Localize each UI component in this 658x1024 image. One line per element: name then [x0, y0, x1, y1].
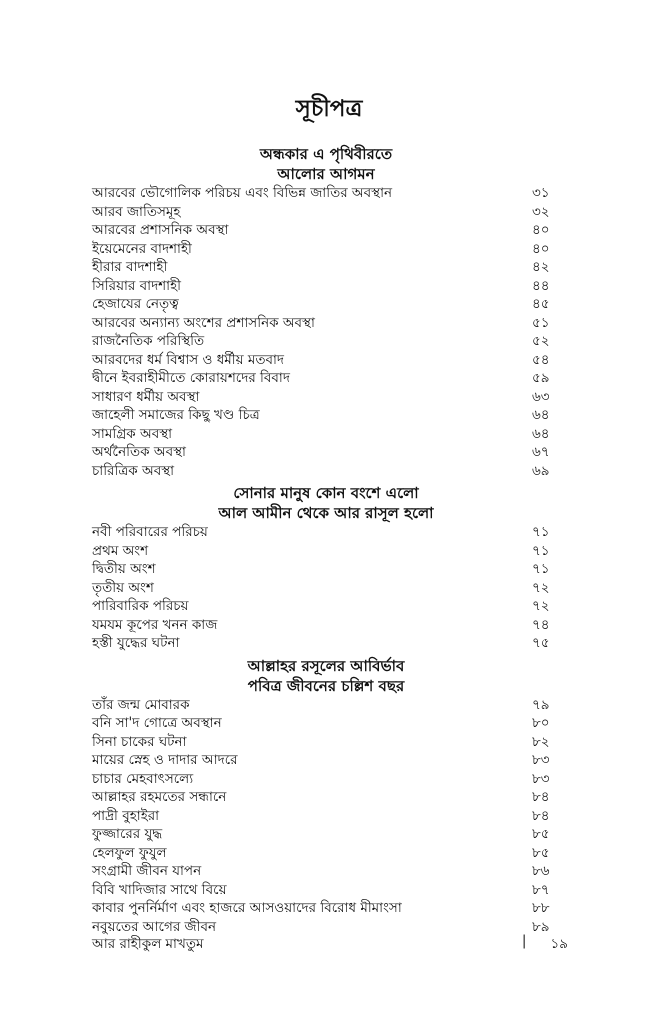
toc-entry [92, 406, 560, 425]
section-heading: অন্ধকার এ পৃথিবীরতে [259, 145, 393, 163]
table-of-contents [92, 144, 560, 936]
toc-entry [92, 542, 560, 561]
toc-entry [92, 714, 560, 733]
toc-entry-page: ৮৫ [532, 844, 550, 861]
toc-entry-page: ৮৯ [532, 918, 550, 935]
toc-entry [92, 634, 560, 653]
toc-section [92, 144, 560, 480]
toc-entry [92, 314, 560, 333]
toc-entry [92, 443, 560, 462]
toc-entry-page: ৫৪ [532, 351, 550, 368]
toc-entry-title: ইয়েমেনের বাদশাহী [92, 240, 192, 257]
toc-entry [92, 788, 560, 807]
toc-entry-title: সিরিয়ার বাদশাহী [92, 277, 182, 294]
toc-entry [92, 388, 560, 407]
toc-entry-title: আল্লাহর রহমতের সন্ধানে [92, 789, 227, 805]
toc-entry-title: আরবের ভৌগোলিক পরিচয় এবং বিভিন্ন জাতির অবস্থান [92, 185, 393, 201]
toc-entry-title: তৃতীয় অংশ [92, 579, 154, 596]
toc-entry-page: ৬৩ [532, 388, 550, 405]
toc-entry-title: পাদ্রী বুহাইরা [92, 807, 160, 824]
toc-entry [92, 369, 560, 388]
toc-entry [92, 862, 560, 881]
toc-entry-title: প্রথম অংশ [92, 542, 149, 559]
toc-entry [92, 751, 560, 770]
toc-entry-title: আরব জাতিসমূহ [92, 203, 181, 220]
toc-entry-page: ৪০ [532, 240, 550, 257]
toc-section [92, 483, 560, 653]
toc-entry [92, 881, 560, 900]
toc-entry [92, 844, 560, 863]
toc-entry-page: ৮৮ [532, 900, 550, 916]
toc-entry-title: আরবদের ধর্ম বিশ্বাস ও ধর্মীয় মতবাদ [92, 351, 285, 368]
toc-entry-title: হস্তী যুদ্ধের ঘটনা [92, 635, 180, 651]
toc-entry [92, 277, 560, 296]
toc-entry-page: ৭৪ [532, 616, 550, 633]
toc-entry [92, 184, 560, 203]
page-title: সূচীপত্র [295, 95, 363, 122]
toc-entry [92, 770, 560, 789]
page-footer [92, 933, 568, 956]
toc-entry-title: তাঁর জন্ম মোবারক [92, 696, 190, 713]
toc-entry [92, 825, 560, 844]
toc-entry [92, 258, 560, 277]
toc-entry [92, 351, 560, 370]
toc-entry-title: নবী পরিবারের পরিচয় [92, 524, 208, 540]
toc-entry [92, 696, 560, 715]
toc-entry [92, 560, 560, 579]
toc-entry-page: ৬৭ [532, 444, 550, 460]
toc-entry-title: অর্থনৈতিক অবস্থা [92, 444, 186, 460]
footer-separator: | [521, 933, 527, 949]
toc-entry-page: ৮৩ [532, 770, 550, 787]
toc-entry-title: চারিত্রিক অবস্থা [92, 462, 175, 479]
toc-entry-title: আরবের প্রশাসনিক অবস্থা [92, 222, 229, 238]
toc-entry-title: সিনা চাকের ঘটনা [92, 733, 187, 750]
toc-entry [92, 899, 560, 918]
toc-entry-page: ৭২ [532, 598, 550, 614]
toc-entry-page: ৮৭ [532, 881, 550, 898]
toc-entry-title: দ্বিতীয় অংশ [92, 561, 156, 577]
toc-entry-page: ৫৯ [532, 370, 550, 386]
toc-entry-title: রাজনৈতিক পরিস্থিতি [92, 333, 205, 349]
toc-entry-page: ৬৯ [532, 462, 550, 479]
toc-entry [92, 462, 560, 481]
toc-entry-page: ৭১ [532, 542, 550, 559]
toc-entry-page: ৬৪ [532, 425, 550, 442]
toc-entry-page: ৬৪ [532, 407, 550, 423]
toc-entry [92, 332, 560, 351]
section-heading: আল আমীন থেকে আর রাসূল হলো [218, 504, 434, 522]
toc-entry-title: বনি সা'দ গোত্রে অবস্থান [92, 715, 222, 731]
toc-entry [92, 425, 560, 444]
toc-entry-title: দ্বীনে ইবরাহীমীতে কোরায়শদের বিবাদ [92, 370, 290, 386]
section-heading: পবিত্র জীবনের চল্লিশ বছর [247, 676, 405, 695]
toc-entry-page: ৮২ [532, 733, 550, 750]
toc-entry-page: ৮০ [532, 715, 550, 731]
toc-entry [92, 203, 560, 222]
section-heading: আল্লাহর রসূলের আবির্ভাব [247, 656, 405, 675]
toc-entry-page: ৮৫ [532, 826, 550, 842]
toc-entry-page: ৫১ [532, 314, 550, 331]
toc-entry-title: নবুয়তের আগের জীবন [92, 918, 217, 935]
toc-entry-page: ৮৪ [532, 807, 550, 824]
toc-entry-page: ৪২ [532, 259, 550, 275]
toc-entry [92, 616, 560, 635]
toc-entry-page: ৫২ [532, 333, 550, 349]
toc-entry [92, 240, 560, 259]
toc-entry-page: ৩২ [532, 203, 550, 220]
toc-entry-page: ৪৪ [532, 277, 550, 294]
toc-entry [92, 807, 560, 826]
toc-entry-page: ৭৯ [532, 696, 550, 713]
toc-entry-title: বিবি খাদিজার সাথে বিয়ে [92, 881, 227, 898]
section-heading: আলোর আগমন [277, 165, 375, 183]
toc-entry-page: ৩১ [532, 185, 550, 201]
toc-entry-title: জাহেলী সমাজের কিছু খণ্ড চিত্র [92, 407, 260, 423]
toc-entry-title: সামগ্রিক অবস্থা [92, 425, 173, 442]
toc-entry [92, 597, 560, 616]
toc-entry-title: সংগ্রামী জীবন যাপন [92, 863, 202, 879]
toc-entry-title: মায়ের স্নেহ ও দাদার আদরে [92, 752, 238, 768]
toc-entry-title: চাচার মেহবাৎসল্যে [92, 770, 194, 787]
toc-entry-page: ৭২ [532, 579, 550, 596]
toc-entry-title: কাবার পুনর্নির্মাণ এবং হাজরে আসওয়াদের বিরোধ মীমাংসা [92, 900, 402, 916]
toc-entry-title: হেলফুল ফুযুল [92, 844, 167, 861]
toc-entry-title: সাধারণ ধর্মীয় অবস্থা [92, 388, 200, 405]
toc-section [92, 656, 560, 937]
toc-entry [92, 295, 560, 314]
toc-entry [92, 733, 560, 752]
toc-entry-page: ৪৫ [532, 296, 550, 312]
toc-entry-page: ৭৫ [532, 635, 550, 651]
toc-entry [92, 221, 560, 240]
toc-entry-title: আরবের অন্যান্য অংশের প্রশাসনিক অবস্থা [92, 314, 315, 331]
toc-entry-page: ৮৬ [532, 863, 550, 879]
toc-entry-title: হেজাযের নেতৃত্ব [92, 296, 179, 312]
book-title: আর রাহীকুল মাখতুম [92, 936, 204, 952]
toc-entry-title: পারিবারিক পরিচয় [92, 598, 189, 614]
toc-entry-page: ৪০ [532, 222, 550, 238]
toc-entry-page: ৮৩ [532, 752, 550, 768]
toc-entry-page: ৭১ [532, 561, 550, 577]
toc-entry-title: হীরার বাদশাহী [92, 259, 168, 275]
toc-entry-page: ৭১ [532, 524, 550, 540]
toc-entry-title: যমযম কূপের খনন কাজ [92, 616, 218, 633]
toc-entry [92, 579, 560, 598]
toc-entry-title: ফুজ্জারের যুদ্ধ [92, 826, 163, 842]
page-number: ১৯ [550, 936, 568, 952]
section-heading: সোনার মানুষ কোন বংশে এলো [233, 484, 419, 502]
toc-entry-page: ৮৪ [532, 789, 550, 805]
toc-entry [92, 523, 560, 542]
